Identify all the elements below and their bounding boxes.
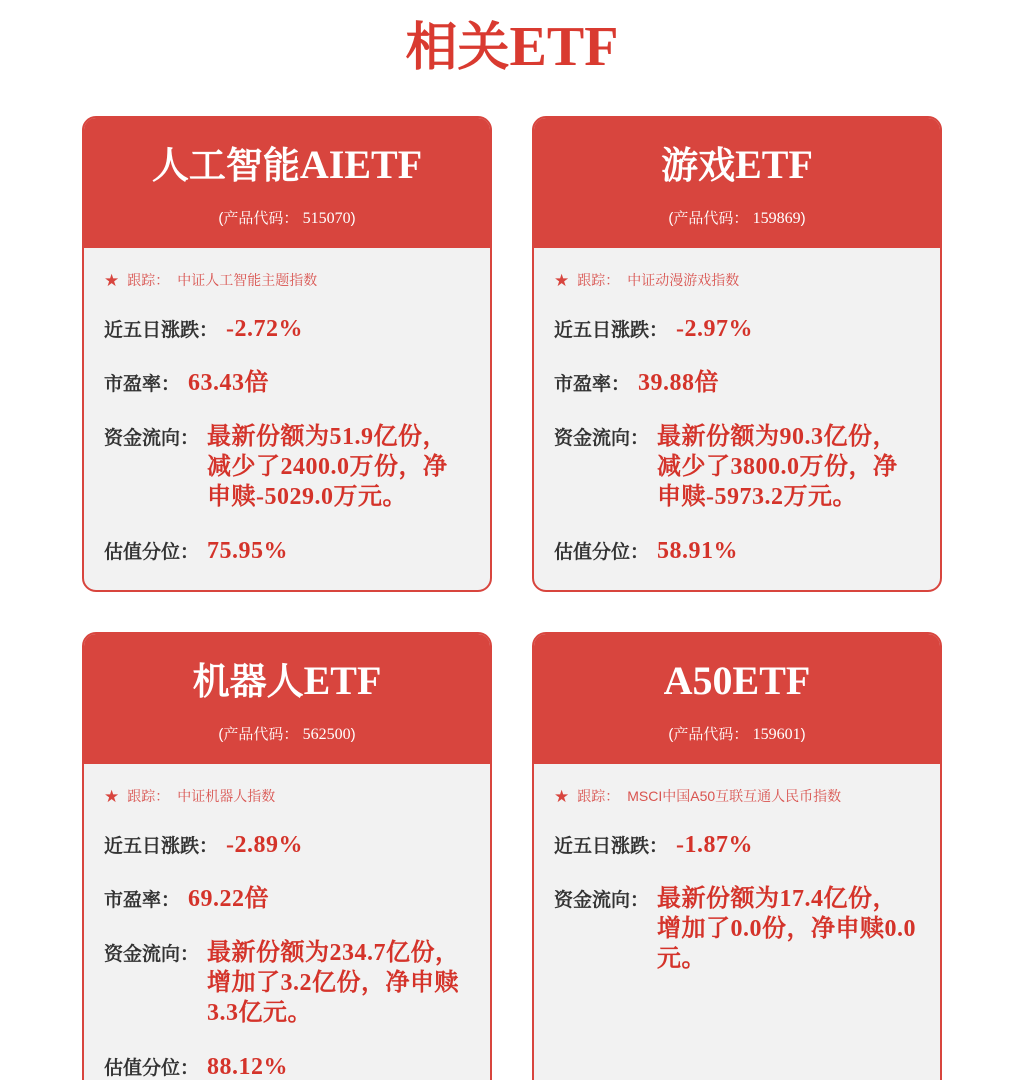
tracking-line xyxy=(554,786,920,806)
etf-card-ai xyxy=(82,116,492,592)
star-icon: ★ xyxy=(554,786,570,806)
card-title-cn: 人工智能 xyxy=(151,145,300,186)
star-icon: ★ xyxy=(554,270,570,290)
change-value: -1.87% xyxy=(676,832,754,858)
card-body xyxy=(534,248,940,590)
pe-row xyxy=(554,368,920,398)
product-code-label: (产品代码： xyxy=(668,210,753,227)
change-label: 近五日涨跌： xyxy=(104,320,219,341)
page-title xyxy=(0,12,1024,82)
card-title xyxy=(544,142,930,197)
etf-card-robot xyxy=(82,632,492,1080)
flow-label: 资金流向： xyxy=(554,890,650,911)
pe-row xyxy=(104,368,470,398)
product-code-label: (产品代码： xyxy=(218,726,303,743)
change-row xyxy=(554,314,920,344)
product-code-value: 562500 xyxy=(302,726,351,743)
etf-card-game xyxy=(532,116,942,592)
tracking-line xyxy=(554,270,920,290)
card-title-cn: 游戏 xyxy=(661,145,736,186)
flow-label: 资金流向： xyxy=(104,428,200,449)
tracking-index: 中证动漫游戏指数 xyxy=(627,272,740,288)
flow-value: 最新份额为17.4亿份，增加了0.0份，净申赎0.0元。 xyxy=(657,886,917,972)
tracking-label: 跟踪： xyxy=(127,788,170,804)
percentile-row xyxy=(104,1052,470,1080)
etf-card-grid xyxy=(82,116,942,1080)
flow-row xyxy=(104,422,470,512)
card-body xyxy=(84,764,490,1080)
card-title-latin: ETF xyxy=(735,142,813,187)
tracking-line xyxy=(104,786,470,806)
card-title xyxy=(544,658,930,713)
product-code-suffix: ) xyxy=(350,726,356,743)
product-code-label: (产品代码： xyxy=(668,726,753,743)
card-title-latin: ETF xyxy=(303,658,382,703)
pe-value: 63.43倍 xyxy=(188,370,270,396)
flow-value: 最新份额为51.9亿份，减少了2400.0万份，净申赎-5029.0万元。 xyxy=(207,424,448,510)
tracking-index: 中证机器人指数 xyxy=(177,788,276,804)
product-code-value: 159601 xyxy=(752,726,801,743)
card-title-latin: AIETF xyxy=(299,142,423,187)
flow-row xyxy=(104,938,470,1028)
pe-row xyxy=(104,884,470,914)
card-title-latin: A50ETF xyxy=(663,658,811,703)
page-title-latin: ETF xyxy=(509,16,619,78)
product-code xyxy=(94,723,480,744)
percentile-row xyxy=(104,536,470,566)
tracking-index: MSCI中国A50互联互通人民币指数 xyxy=(627,788,842,804)
change-label: 近五日涨跌： xyxy=(554,836,669,857)
star-icon: ★ xyxy=(104,786,120,806)
product-code-suffix: ) xyxy=(350,210,356,227)
card-header xyxy=(534,118,940,248)
percentile-row xyxy=(554,536,920,566)
card-header xyxy=(84,118,490,248)
change-label: 近五日涨跌： xyxy=(104,836,219,857)
percentile-label: 估值分位： xyxy=(104,542,200,563)
card-header xyxy=(84,634,490,764)
percentile-value: 88.12% xyxy=(207,1054,289,1080)
card-body xyxy=(84,248,490,590)
product-code-label: (产品代码： xyxy=(218,210,303,227)
pe-label: 市盈率： xyxy=(104,890,181,911)
percentile-value: 58.91% xyxy=(657,538,739,564)
product-code-suffix: ) xyxy=(800,210,806,227)
pe-value: 39.88倍 xyxy=(638,370,720,396)
product-code-value: 159869 xyxy=(752,210,801,227)
flow-value: 最新份额为90.3亿份，减少了3800.0万份，净申赎-5973.2万元。 xyxy=(657,424,898,510)
flow-row xyxy=(554,884,920,974)
percentile-value: 75.95% xyxy=(207,538,289,564)
card-title xyxy=(94,658,480,713)
tracking-line xyxy=(104,270,470,290)
card-body xyxy=(534,764,940,1080)
flow-label: 资金流向： xyxy=(104,944,200,965)
change-row xyxy=(554,830,920,860)
product-code xyxy=(544,207,930,228)
page-title-cn: 相关 xyxy=(405,19,510,77)
card-header xyxy=(534,634,940,764)
product-code-suffix: ) xyxy=(800,726,806,743)
change-row xyxy=(104,314,470,344)
product-code xyxy=(544,723,930,744)
pe-value: 69.22倍 xyxy=(188,886,270,912)
tracking-index: 中证人工智能主题指数 xyxy=(177,272,318,288)
tracking-label: 跟踪： xyxy=(577,788,620,804)
pe-label: 市盈率： xyxy=(104,374,181,395)
percentile-label: 估值分位： xyxy=(104,1058,200,1079)
change-value: -2.89% xyxy=(226,832,304,858)
change-label: 近五日涨跌： xyxy=(554,320,669,341)
percentile-label: 估值分位： xyxy=(554,542,650,563)
card-title xyxy=(94,142,480,197)
tracking-label: 跟踪： xyxy=(127,272,170,288)
flow-row xyxy=(554,422,920,512)
change-row xyxy=(104,830,470,860)
change-value: -2.97% xyxy=(676,316,754,342)
card-title-cn: 机器人 xyxy=(192,661,304,702)
flow-value: 最新份额为234.7亿份，增加了3.2亿份，净申赎3.3亿元。 xyxy=(207,940,460,1026)
etf-card-a50 xyxy=(532,632,942,1080)
tracking-label: 跟踪： xyxy=(577,272,620,288)
flow-label: 资金流向： xyxy=(554,428,650,449)
product-code-value: 515070 xyxy=(302,210,351,227)
change-value: -2.72% xyxy=(226,316,304,342)
star-icon: ★ xyxy=(104,270,120,290)
pe-label: 市盈率： xyxy=(554,374,631,395)
product-code xyxy=(94,207,480,228)
